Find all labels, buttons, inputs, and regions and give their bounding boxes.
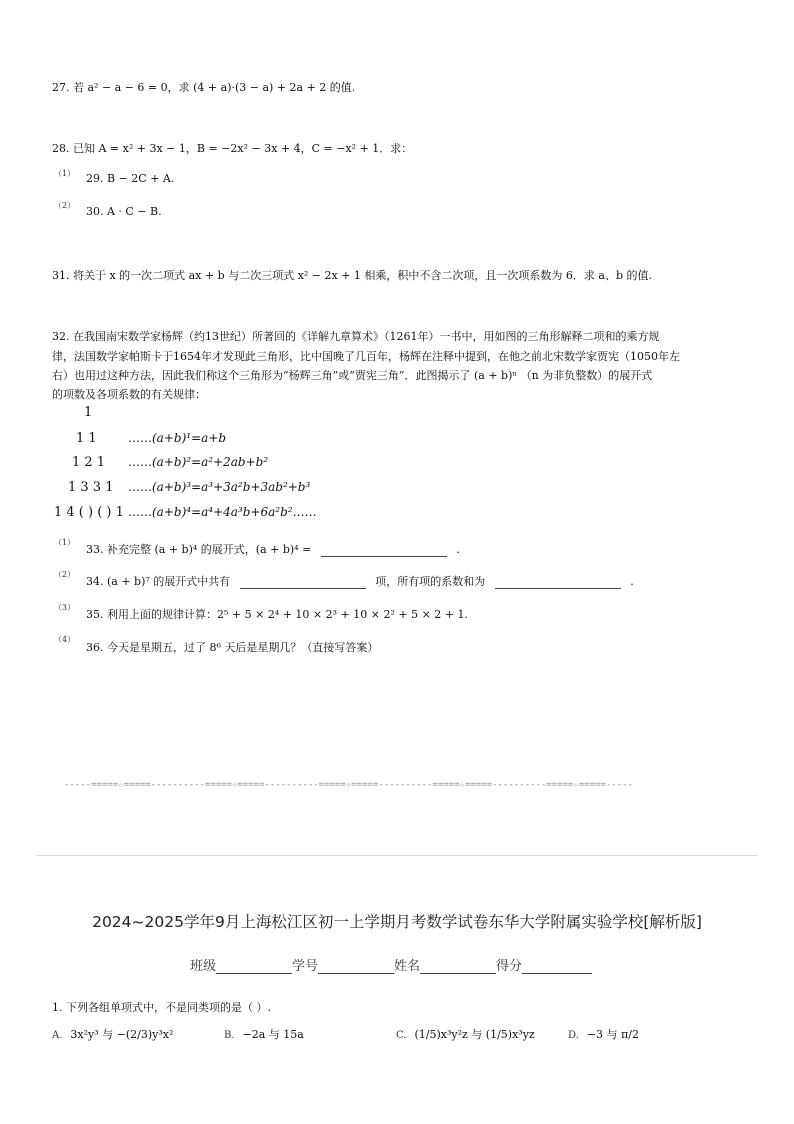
option-b-text: −2a 与 15a: [242, 1028, 304, 1041]
answer-blank-34a[interactable]: [240, 576, 366, 589]
subquestion-tag-1: （1）: [54, 169, 76, 178]
answer-blank-33[interactable]: [321, 544, 447, 557]
question-32-line-3: 右）也用过这种方法，因此我们称这个三角形为“杨辉三角”或“贾宪三角”．此图揭示了 (a + b)ⁿ （n 为非负整数）的展开式: [52, 369, 653, 382]
name-field[interactable]: [420, 959, 496, 974]
subquestion-tag-2b: （2）: [54, 570, 76, 579]
question-32-line-4: 的项数及各项系数的有关规律：: [52, 388, 206, 401]
question-34-end: .: [630, 575, 634, 588]
subquestion-tag-4: （4）: [54, 635, 76, 644]
score-field[interactable]: [522, 959, 592, 974]
page-divider: [36, 855, 758, 856]
triangle-row-3: 1 3 3 1: [68, 480, 114, 495]
option-a-label: A.: [52, 1030, 63, 1041]
option-c[interactable]: [396, 1026, 535, 1042]
triangle-row-0: 1: [84, 405, 93, 420]
option-a-text: 3x²y³ 与 −(2/3)y³x²: [70, 1028, 174, 1041]
question-32-line-1: 32. 在我国南宋数学家杨辉（约13世纪）所著回的《详解九章算术》（1261年）一书中，用如图的三角形解释二项和的乘方规: [52, 330, 660, 343]
triangle-formula-4: ……(a+b)⁴=a⁴+4a³b+6a²b²……: [128, 505, 317, 519]
option-c-label: C.: [396, 1030, 407, 1041]
page-title: 2024~2025学年9月上海松江区初一上学期月考数学试卷东华大学附属实验学校[解析版]: [92, 913, 702, 931]
option-b[interactable]: [224, 1026, 304, 1042]
question-29: 29. B − 2C + A.: [86, 172, 175, 185]
question-1: 1. 下列各组单项式中，不是同类项的是（ ）.: [52, 1001, 271, 1014]
option-a[interactable]: [52, 1026, 173, 1042]
class-field[interactable]: [216, 959, 292, 974]
question-33: [86, 541, 460, 557]
option-d-text: −3 与 π/2: [586, 1028, 639, 1041]
question-35: 35. 利用上面的规律计算：2⁵ + 5 × 2⁴ + 10 × 2³ + 10 × 2² + 5 × 2 + 1.: [86, 608, 468, 621]
question-33-end: .: [456, 543, 460, 556]
question-28: 28. 已知 A = x² + 3x − 1，B = −2x² − 3x + 4，C = −x² + 1．求：: [52, 142, 413, 155]
question-30: 30. A · C − B.: [86, 205, 162, 218]
option-d-label: D.: [568, 1030, 579, 1041]
question-34-text-b: 项，所有项的系数和为: [375, 575, 486, 588]
triangle-formula-2: ……(a+b)²=a²+2ab+b²: [128, 455, 269, 469]
triangle-formula-1: ……(a+b)¹=a+b: [128, 431, 227, 445]
option-d[interactable]: [568, 1026, 639, 1042]
section-separator: -----=====☆=====----------=====☆=====----------=====☆=====----------=====☆=====----------=====☆=====-----: [64, 780, 633, 790]
number-field[interactable]: [318, 959, 394, 974]
class-label: 班级: [190, 959, 217, 974]
student-info: [190, 955, 592, 974]
option-c-text: (1/5)x³y²z 与 (1/5)x³yz: [414, 1028, 535, 1041]
question-31: 31. 将关于 x 的一次二项式 ax + b 与二次三项式 x² − 2x + 1 相乘，积中不含二次项，且一次项系数为 6．求 a、b 的值.: [52, 269, 653, 282]
question-34: [86, 573, 634, 589]
question-33-text: 33. 补充完整 (a + b)⁴ 的展开式，(a + b)⁴ =: [86, 543, 312, 556]
question-27: 27. 若 a² − a − 6 = 0，求 (4 + a)·(3 − a) + 2a + 2 的值.: [52, 81, 356, 94]
subquestion-tag-1b: （1）: [54, 538, 76, 547]
score-label: 得分: [496, 959, 523, 974]
question-34-text-a: 34. (a + b)⁷ 的展开式中共有: [86, 575, 231, 588]
triangle-row-1: 1 1: [76, 431, 97, 446]
name-label: 姓名: [394, 959, 421, 974]
option-b-label: B.: [224, 1030, 235, 1041]
question-32-line-2: 律，法国数学家帕斯卡于1654年才发现此三角形，比中国晚了几百年，杨辉在注释中提到，在他之前北宋数学家贾宪（1050年左: [52, 350, 680, 363]
triangle-formula-3: ……(a+b)³=a³+3a²b+3ab²+b³: [128, 480, 311, 494]
answer-blank-34b[interactable]: [495, 576, 621, 589]
subquestion-tag-3: （3）: [54, 603, 76, 612]
triangle-row-2: 1 2 1: [72, 455, 106, 470]
question-36: 36. 今天是星期五，过了 8⁶ 天后是星期几？（直接写答案）: [86, 641, 379, 654]
subquestion-tag-2: （2）: [54, 201, 76, 210]
triangle-row-4: 1 4 ( ) ( ) 1: [54, 505, 124, 520]
number-label: 学号: [292, 959, 319, 974]
